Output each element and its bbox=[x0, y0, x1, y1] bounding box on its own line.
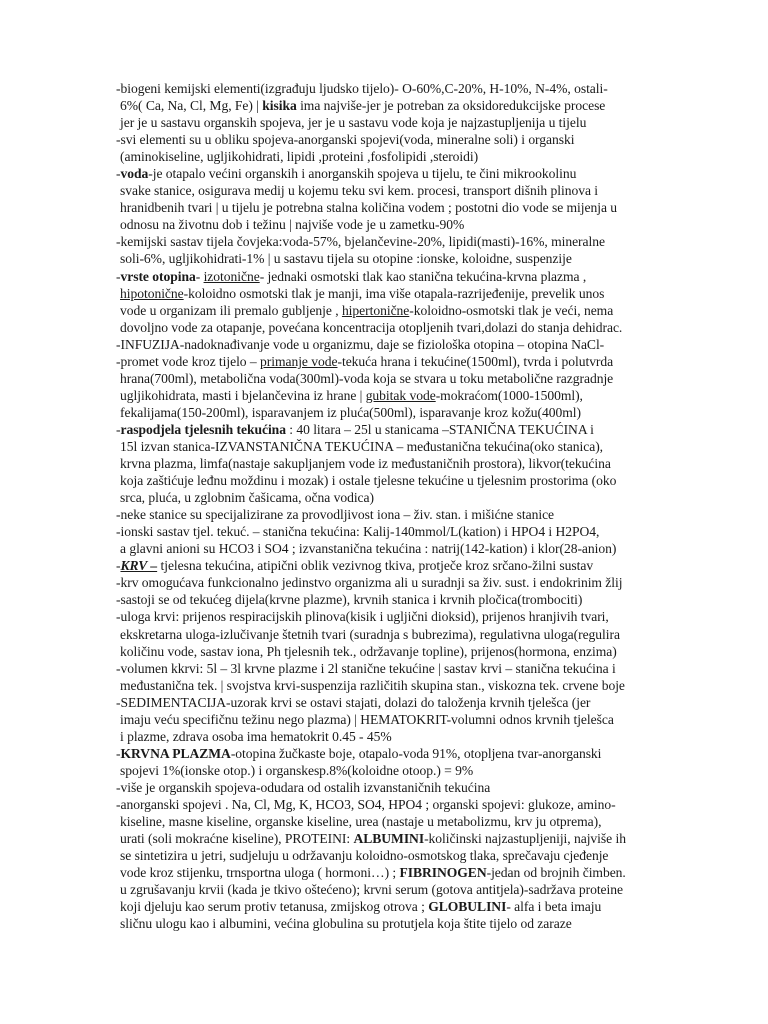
text-line: -SEDIMENTACIJA-uzorak krvi se ostavi stajati, dolazi do taloženja krvnih tjelešca (jer bbox=[116, 694, 591, 710]
text-line: koji djeluju kao serum protiv tetanusa, zmijskog otrova ; GLOBULINI- alfa i beta imaju bbox=[120, 899, 602, 915]
bold-term: raspodjela tjelesnih tekućina bbox=[120, 421, 286, 437]
text-line: urati (soli mokraćne kiseline), PROTEINI: ALBUMINI-količinski najzastupljeniji, najviše ih bbox=[120, 831, 626, 847]
text-line: -krv omogućava funkcionalno jedinstvo organizma ali u suradnji sa živ. sust. i endokrinim žlij bbox=[116, 575, 623, 591]
text-line: -svi elementi su u obliku spojeva-anorganski spojevi(voda, mineralne soli) i organski bbox=[116, 132, 575, 148]
text-line: -više je organskih spojeva-odudara od ostalih izvanstaničnih tekućina bbox=[116, 779, 491, 795]
underlined-term: izotonične bbox=[203, 268, 260, 284]
text-line: -raspodjela tjelesnih tekućina : 40 litara – 25l u stanicama –STANIČNA TEKUĆINA i bbox=[116, 421, 594, 437]
text-line: -ionski sastav tjel. tekuć. – stanična tekućina: Kalij-140mmol/L(kation) i HPO4 i H2PO4, bbox=[116, 524, 600, 540]
text-line: -vrste otopina- izotonične- jednaki osmotski tlak kao stanična tekućina-krvna plazma , bbox=[116, 268, 587, 284]
text-line: -INFUZIJA-nadoknađivanje vode u organizmu, daje se fiziološka otopina – otopina NaCl- bbox=[116, 336, 605, 352]
text-line: jer je u sastavu organskih spojeva, jer je u sastavu vode koja je najzastupljenija u tijelu bbox=[120, 115, 587, 131]
text-line: -uloga krvi: prijenos respiracijskih plinova(kisik i ugljični dioksid), prijenos hranjivih tvari, bbox=[116, 609, 609, 625]
text-line: fekalijama(150-200ml), isparavanjem iz pluća(500ml), isparavanje kroz kožu(400ml) bbox=[120, 404, 581, 420]
text-line: -anorganski spojevi . Na, Cl, Mg, K, HCO3, SO4, HPO4 ; organski spojevi: glukoze, amino- bbox=[116, 796, 616, 812]
text-line: sličnu ulogu kao i albumini, većina globulina su protutjela koja štite tijelo od zaraze bbox=[120, 916, 572, 932]
text-line: krvna plazma, limfa(nastaje sakupljanjem vode iz međustaničnih prostora), likvor(tekućina bbox=[120, 456, 611, 472]
bold-italic-term: KRV – bbox=[120, 558, 158, 574]
text-line: -sastoji se od tekućeg dijela(krvne plazme), krvnih stanica i krvnih pločica(trombociti) bbox=[116, 592, 583, 608]
text-line: dovoljno vode za otapanje, povećana koncentracija otopljenih tvari,dolazi do stanja dehidrac. bbox=[120, 319, 623, 335]
text-line: -KRV – tjelesna tekućina, atipični oblik vezivnog tkiva, protječe kroz srčano-žilni sustav bbox=[116, 558, 594, 574]
bold-term: kisika bbox=[262, 98, 297, 114]
bold-term: ALBUMINI bbox=[353, 831, 425, 847]
text-line: imaju veću specifičnu težinu nego plazma) | HEMATOKRIT-volumni odnos krvnih tjelešca bbox=[120, 711, 614, 727]
text-line: spojevi 1%(ionske otop.) i organskesp.8%(koloidne otoop.) = 9% bbox=[120, 762, 474, 778]
bold-term: vrste otopina bbox=[120, 268, 196, 284]
text-line: u zgrušavanju krvii (kada je tkivo oštećeno); krvni serum (gotova antitjela)-sadržava proteine bbox=[120, 882, 623, 898]
text-line: -neke stanice su specijalizirane za provodljivost iona – živ. stan. i mišićne stanice bbox=[116, 507, 555, 523]
text-line: -voda-je otapalo većini organskih i anorganskih spojeva u tijelu, te čini mikrookolinu bbox=[116, 166, 577, 182]
text-line: ugljikohidrata, masti i bjelančevina iz hrane | gubitak vode-mokraćom(1000-1500ml), bbox=[120, 387, 583, 403]
text-line: a glavni anioni su HCO3 i SO4 ; izvanstanična tekućina : natrij(142-kation) i klor(28-anion) bbox=[120, 541, 617, 557]
bold-term: voda bbox=[120, 166, 149, 182]
text-line: svake stanice, osigurava medij u kojemu teku svi kem. procesi, transport dišnih plinova i bbox=[120, 183, 599, 199]
text-line: i plazme, zdrava osoba ima hematokrit 0.45 - 45% bbox=[120, 728, 392, 744]
bold-term: FIBRINOGEN bbox=[399, 865, 487, 881]
text-line: -KRVNA PLAZMA-otopina žučkaste boje, otapalo-voda 91%, otopljena tvar-anorganski bbox=[116, 745, 602, 761]
text-line: -volumen kkrvi: 5l – 3l krvne plazme i 2l stanične tekućine | sastav krvi – stanična tekućina i bbox=[116, 660, 616, 676]
text-line: količinu vode, sastav iona, Ph tjelesnih tek., održavanje topline), prijenos(hormona, enzima) bbox=[120, 643, 617, 659]
underlined-term: hipertonične bbox=[341, 302, 410, 318]
text-line: 15l izvan stanica-IZVANSTANIČNA TEKUĆINA – međustanična tekućina(oko stanica), bbox=[120, 438, 604, 454]
text-line: srca, pluća, u zglobnim čašicama, očna vodica) bbox=[120, 490, 374, 506]
text-line: hrana(700ml), metabolična voda(300ml)-voda koja se stvara u toku metabolične razgradnje bbox=[120, 370, 614, 386]
text-line: ekskretarna uloga-izlučivanje štetnih tvari (suradnja s bubrezima), regulativna uloga(regulira bbox=[120, 626, 620, 642]
bold-term: KRVNA PLAZMA bbox=[120, 745, 231, 761]
text-line: kiseline, masne kiseline, organske kiseline, urea (nastaje u metabolizmu, krv ju otprema), bbox=[120, 814, 602, 830]
text-line: (aminokiseline, ugljikohidrati, lipidi ,proteini ,fosfolipidi ,steroidi) bbox=[120, 149, 479, 165]
document-page bbox=[116, 80, 656, 932]
text-line: odnosu na životnu dob i težinu | najviše vode je u zametku-90% bbox=[120, 217, 465, 233]
underlined-term: hipotonične bbox=[120, 285, 184, 301]
text-line: se sintetizira u jetri, sudjeluju u održavanju koloidno-osmotskog tlaka, sprečavaju cjeđenje bbox=[120, 848, 609, 864]
underlined-term: gubitak vode bbox=[365, 387, 436, 403]
underlined-term: primanje vode bbox=[260, 353, 338, 369]
text-line: -biogeni kemijski elementi(izgrađuju ljudsko tijelo)- O-60%,C-20%, H-10%, N-4%, ostali- bbox=[116, 81, 608, 96]
text-line: koja zaštićuje leđnu moždinu i mozak) i ostale tjelesne tekućine u tjelesnim prostorima (oko bbox=[120, 473, 617, 489]
text-line: 6%( Ca, Na, Cl, Mg, Fe) | kisika ima najviše-jer je potreban za oksidoredukcijske procese bbox=[120, 98, 606, 114]
text-line: -kemijski sastav tijela čovjeka:voda-57%, bjelančevine-20%, lipidi(masti)-16%, mineralne bbox=[116, 234, 605, 250]
text-line: hipotonične-koloidno osmotski tlak je manji, ima više otapala-razrijeđenije, prevelik unos bbox=[120, 285, 605, 301]
text-line: međustanična tek. | svojstva krvi-suspenzija različitih skupina stan., viskozna tek. crvene boje bbox=[120, 677, 625, 693]
text-line: soli-6%, ugljikohidrati-1% | u sastavu tijela su otopine :ionske, koloidne, suspenzije bbox=[120, 251, 572, 267]
text-line: vode kroz stijenku, trnsportna uloga ( hormoni…) ; FIBRINOGEN-jedan od brojnih čimben. bbox=[120, 865, 626, 881]
text-line: hranidbenih tvari | u tijelu je potrebna stalna količina vodem ; postotni dio vode se mijenja u bbox=[120, 200, 618, 216]
text-line: -promet vode kroz tijelo – primanje vode-tekuća hrana i tekućine(1500ml), tvrda i polutvrda bbox=[116, 353, 614, 369]
text-line: vode u organizam ili premalo gubljenje , hipertonične-koloidno-osmotski tlak je veći, nema bbox=[120, 302, 614, 318]
bold-term: GLOBULINI bbox=[428, 899, 507, 915]
